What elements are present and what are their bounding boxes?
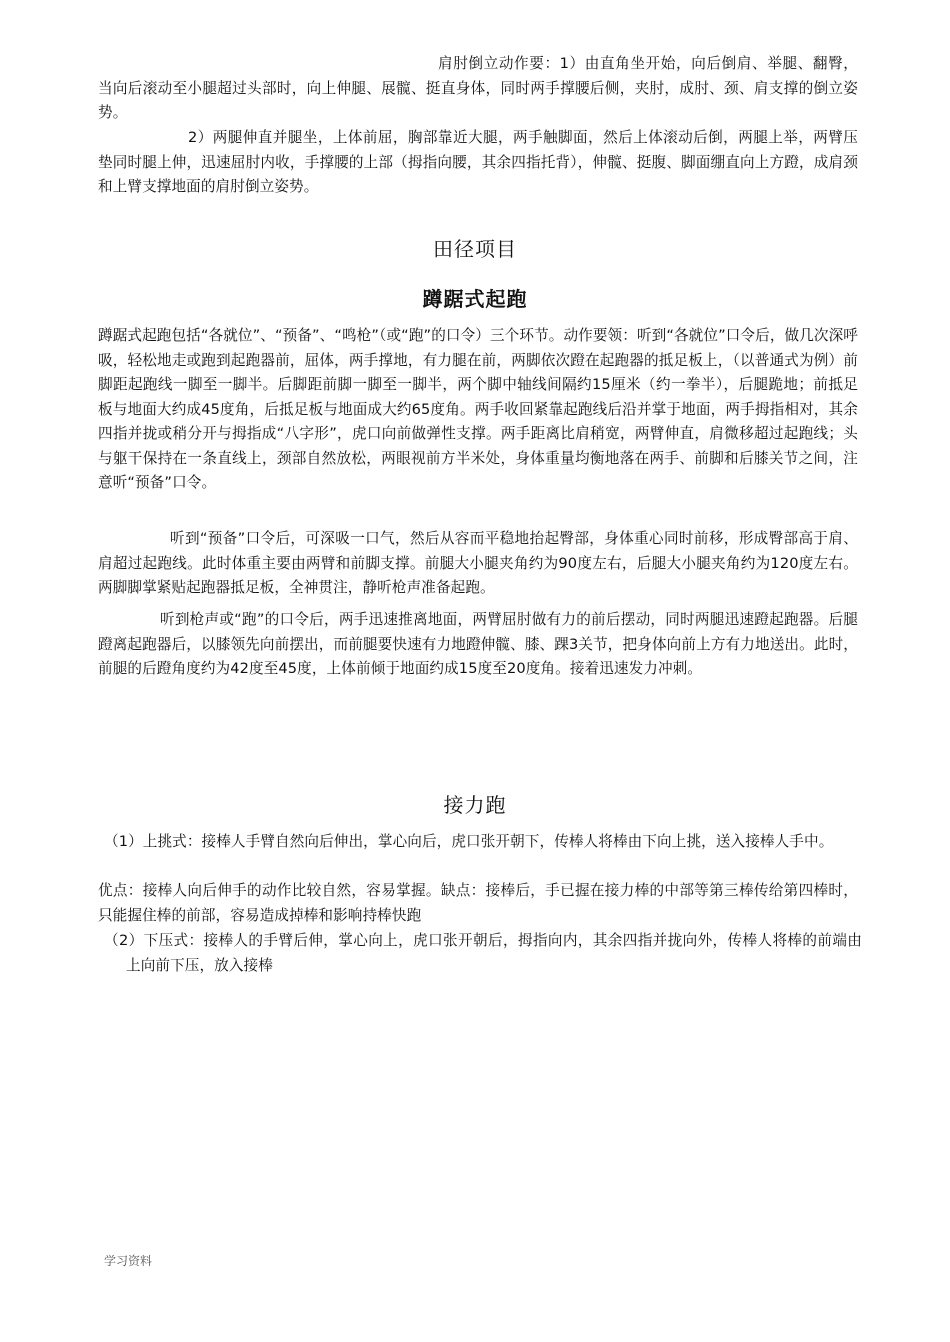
footer-note: 学习资料 xyxy=(104,1254,153,1268)
crouch-paragraph-2: 听到“预备”口令后，可深吸一口气，然后从容而平稳地抬起臀部，身体重心同时前移，形成臀部高于肩、肩超过起跑线。此时体重主要由两臂和前脚支撑。前腿大小腿夹角约为90度左右，后腿大小腿夹角约为120度左右。两脚脚掌紧贴起跑器抵足板，全神贯注，静听枪声准备起跑。 xyxy=(98,530,858,596)
section-title-track: 田径项目 xyxy=(433,237,517,261)
crouch-paragraph-1: 蹲踞式起跑包括“各就位”、“预备”、“鸣枪”（或“跑”的口令）三个环节。动作要领：听到“各就位”口令后，做几次深呼吸，轻松地走或跑到起跑器前，屈体，两手撑地，有力腿在前，两脚依次蹬在起跑器的抵足板上，（以普通式为例）前脚距起跑线一脚至一脚半。后脚距前脚一脚至一脚半，两个脚中轴线间隔约15厘米（约一拳半），后腿跪地；前抵足板与地面大约成45度角，后抵足板与地面成大约65度角。两手收回紧靠起跑线后沿并掌于地面，两手拇指相对，其余四指并拢或稍分开与拇指成“八字形”，虎口向前做弹性支撑。两手距离比肩稍宽，两臂伸直，肩微移超过起跑线；头与躯干保持在一条直线上，颈部自然放松，两眼视前方半米处，身体重量均衡地落在两手、前脚和后膝关节之间，注意听“预备”口令。 xyxy=(98,327,858,491)
shoulder-paragraph-2: 2）两腿伸直并腿坐，上体前屈，胸部靠近大腿，两手触脚面，然后上体滚动后倒，两腿上举，两臂压垫同时腿上伸，迅速屈肘内收，手撑腰的上部（拇指向腰，其余四指托背），伸髋、挺腹、脚面绷直向上方蹬，成肩颈和上臂支撑地面的肩肘倒立姿势。 xyxy=(98,129,858,195)
section-subtitle-crouch-start: 蹲踞式起跑 xyxy=(422,287,528,311)
section-title-relay: 接力跑 xyxy=(443,793,507,817)
relay-item-2: （2）下压式：接棒人的手臂后伸，掌心向上，虎口张开朝后，拇指向内，其余四指并拢向外，传棒人将棒的前端由上向前下压，放入接棒 xyxy=(104,932,862,974)
crouch-paragraph-3: 听到枪声或“跑”的口令后，两手迅速推离地面，两臂屈肘做有力的前后摆动，同时两腿迅速蹬起跑器。后腿蹬离起跑器后，以膝领先向前摆出，而前腿要快速有力地蹬伸髋、膝、踝3关节，把身体向前上方有力地送出。此时，前腿的后蹬角度约为42度至45度，上体前倾于地面约成15度至20度角。接着迅速发力冲刺。 xyxy=(98,611,858,677)
relay-pros-cons: 优点：接棒人向后伸手的动作比较自然，容易掌握。缺点：接棒后，手已握在接力棒的中部等第三棒传给第四棒时，只能握住棒的前部，容易造成掉棒和影响持棒快跑 xyxy=(98,882,858,924)
shoulder-paragraph-1: 肩肘倒立动作要：1）由直角坐开始，向后倒肩、举腿、翻臀，当向后滚动至小腿超过头部时，向上伸腿、展髋、挺直身体，同时两手撑腰后侧，夹肘，成肘、颈、肩支撑的倒立姿势。 xyxy=(98,55,858,121)
relay-item-1: （1）上挑式：接棒人手臂自然向后伸出，掌心向后，虎口张开朝下，传棒人将棒由下向上挑，送入接棒人手中。 xyxy=(104,833,834,850)
